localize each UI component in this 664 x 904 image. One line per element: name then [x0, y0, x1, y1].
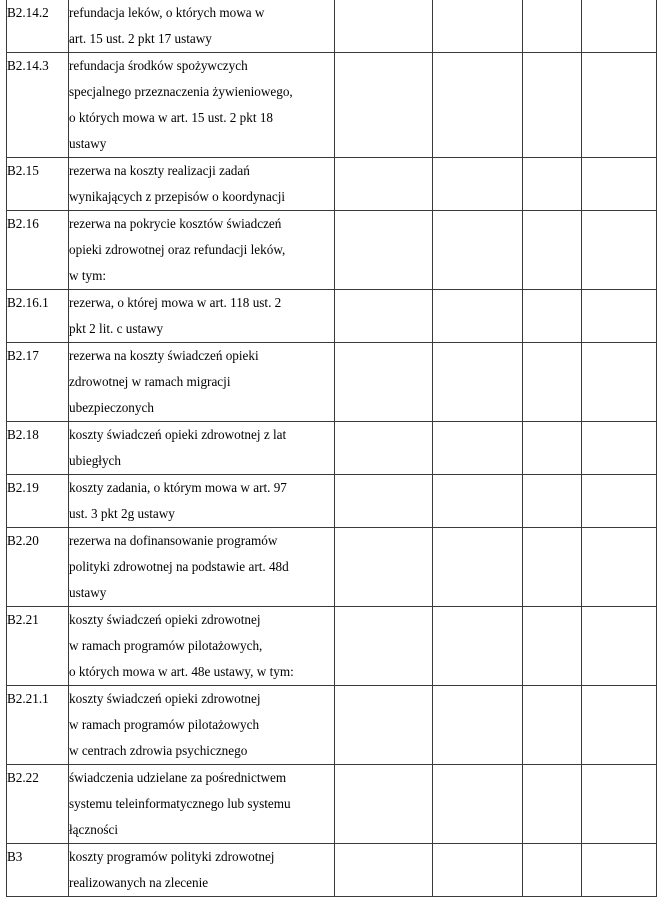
row-description-line: zdrowotnej w ramach migracji — [69, 374, 231, 389]
row-value-cell-1[interactable] — [335, 844, 433, 897]
row-code-text: B2.17 — [7, 348, 39, 363]
row-description-line: o których mowa w art. 48e ustawy, w tym: — [69, 664, 294, 679]
row-description-line: w ramach programów pilotażowych, — [69, 638, 263, 653]
row-code-text: B2.14.2 — [7, 5, 49, 20]
row-value-cell-3[interactable] — [523, 53, 582, 158]
row-code-text: B2.16.1 — [7, 295, 49, 310]
row-value-cell-2[interactable] — [433, 765, 523, 844]
row-description-line: specjalnego przeznaczenia żywieniowego, — [69, 84, 293, 99]
row-value-cell-2[interactable] — [433, 607, 523, 686]
row-description-cell — [69, 290, 335, 343]
row-code-cell — [7, 0, 69, 53]
row-description-cell — [69, 53, 335, 158]
row-code-cell — [7, 158, 69, 211]
row-code-cell — [7, 844, 69, 897]
row-value-cell-1[interactable] — [335, 528, 433, 607]
row-description-line: ust. 3 pkt 2g ustawy — [69, 506, 175, 521]
row-value-cell-3[interactable] — [523, 422, 582, 475]
row-value-cell-2[interactable] — [433, 158, 523, 211]
row-description-line: o których mowa w art. 15 ust. 2 pkt 18 — [69, 110, 274, 125]
row-value-cell-1[interactable] — [335, 765, 433, 844]
table-row — [7, 290, 657, 343]
row-description-cell — [69, 528, 335, 607]
row-code-text: B2.19 — [7, 480, 39, 495]
row-code-cell — [7, 475, 69, 528]
row-code-text: B2.21 — [7, 612, 39, 627]
row-value-cell-2[interactable] — [433, 475, 523, 528]
row-description-line: rezerwa na koszty świadczeń opieki — [69, 348, 259, 363]
row-description-line: art. 15 ust. 2 pkt 17 ustawy — [69, 31, 212, 46]
row-description-cell — [69, 475, 335, 528]
row-value-cell-1[interactable] — [335, 53, 433, 158]
row-value-cell-4[interactable] — [582, 343, 657, 422]
row-value-cell-3[interactable] — [523, 0, 582, 53]
table-row — [7, 158, 657, 211]
row-description-line: pkt 2 lit. c ustawy — [69, 321, 164, 336]
row-description-line: w centrach zdrowia psychicznego — [69, 743, 248, 758]
row-value-cell-4[interactable] — [582, 528, 657, 607]
row-value-cell-3[interactable] — [523, 211, 582, 290]
row-description-cell — [69, 211, 335, 290]
row-description-cell — [69, 343, 335, 422]
row-description-cell — [69, 686, 335, 765]
row-description-line: łączności — [69, 822, 119, 837]
row-value-cell-2[interactable] — [433, 0, 523, 53]
row-code-cell — [7, 290, 69, 343]
row-description-line: rezerwa, o której mowa w art. 118 ust. 2 — [69, 295, 282, 310]
table-row — [7, 211, 657, 290]
row-code-text: B2.15 — [7, 163, 39, 178]
row-code-cell — [7, 765, 69, 844]
row-description-line: świadczenia udzielane za pośrednictwem — [69, 770, 287, 785]
row-description-line: refundacja leków, o których mowa w — [69, 5, 265, 20]
row-value-cell-4[interactable] — [582, 686, 657, 765]
row-code-text: B2.18 — [7, 427, 39, 442]
row-value-cell-2[interactable] — [433, 343, 523, 422]
row-value-cell-3[interactable] — [523, 607, 582, 686]
row-value-cell-4[interactable] — [582, 0, 657, 53]
row-code-text: B2.22 — [7, 770, 39, 785]
row-value-cell-2[interactable] — [433, 53, 523, 158]
row-value-cell-1[interactable] — [335, 607, 433, 686]
row-value-cell-2[interactable] — [433, 686, 523, 765]
row-description-cell — [69, 844, 335, 897]
row-value-cell-1[interactable] — [335, 475, 433, 528]
row-code-cell — [7, 211, 69, 290]
row-description-cell — [69, 158, 335, 211]
row-description-cell — [69, 0, 335, 53]
row-value-cell-3[interactable] — [523, 290, 582, 343]
row-value-cell-3[interactable] — [523, 475, 582, 528]
row-code-cell — [7, 53, 69, 158]
row-description-cell — [69, 422, 335, 475]
row-description-line: realizowanych na zlecenie — [69, 875, 209, 890]
row-code-cell — [7, 422, 69, 475]
row-description-line: w ramach programów pilotażowych — [69, 717, 260, 732]
table-row — [7, 765, 657, 844]
table-row — [7, 343, 657, 422]
row-value-cell-4[interactable] — [582, 422, 657, 475]
table-row — [7, 422, 657, 475]
row-value-cell-3[interactable] — [523, 686, 582, 765]
row-code-text: B2.20 — [7, 533, 39, 548]
row-description-line: koszty programów polityki zdrowotnej — [69, 849, 275, 864]
row-description-line: ubezpieczonych — [69, 400, 154, 415]
row-description-line: ubiegłych — [69, 453, 122, 468]
row-value-cell-3[interactable] — [523, 844, 582, 897]
row-value-cell-3[interactable] — [523, 343, 582, 422]
row-value-cell-1[interactable] — [335, 422, 433, 475]
row-description-line: rezerwa na koszty realizacji zadań — [69, 163, 250, 178]
row-description-line: koszty świadczeń opieki zdrowotnej z lat — [69, 427, 287, 442]
table-row — [7, 53, 657, 158]
row-description-line: systemu teleinformatycznego lub systemu — [69, 796, 291, 811]
table-row — [7, 607, 657, 686]
table-row — [7, 686, 657, 765]
row-code-text: B3 — [7, 849, 23, 864]
row-description-cell — [69, 607, 335, 686]
row-description-line: koszty świadczeń opieki zdrowotnej — [69, 691, 261, 706]
row-value-cell-2[interactable] — [433, 211, 523, 290]
row-description-line: refundacja środków spożywczych — [69, 58, 248, 73]
row-description-line: ustawy — [69, 136, 107, 151]
row-value-cell-4[interactable] — [582, 475, 657, 528]
table-body — [7, 0, 657, 897]
row-value-cell-1[interactable] — [335, 686, 433, 765]
table-row — [7, 475, 657, 528]
row-description-cell — [69, 765, 335, 844]
row-value-cell-1[interactable] — [335, 290, 433, 343]
row-description-line: koszty zadania, o którym mowa w art. 97 — [69, 480, 287, 495]
row-code-cell — [7, 607, 69, 686]
row-description-line: rezerwa na pokrycie kosztów świadczeń — [69, 216, 282, 231]
row-code-cell — [7, 343, 69, 422]
row-description-line: polityki zdrowotnej na podstawie art. 48d — [69, 559, 289, 574]
row-code-text: B2.14.3 — [7, 58, 49, 73]
row-value-cell-2[interactable] — [433, 422, 523, 475]
row-value-cell-4[interactable] — [582, 765, 657, 844]
row-code-cell — [7, 528, 69, 607]
row-value-cell-4[interactable] — [582, 158, 657, 211]
row-description-line: opieki zdrowotnej oraz refundacji leków, — [69, 242, 286, 257]
row-value-cell-4[interactable] — [582, 290, 657, 343]
table-row — [7, 528, 657, 607]
row-value-cell-3[interactable] — [523, 765, 582, 844]
row-description-line: wynikających z przepisów o koordynacji — [69, 189, 286, 204]
row-value-cell-3[interactable] — [523, 158, 582, 211]
budget-plan-table — [6, 0, 657, 897]
row-code-text: B2.21.1 — [7, 691, 49, 706]
row-value-cell-2[interactable] — [433, 290, 523, 343]
row-description-line: w tym: — [69, 268, 106, 283]
row-value-cell-1[interactable] — [335, 158, 433, 211]
row-value-cell-3[interactable] — [523, 528, 582, 607]
row-value-cell-2[interactable] — [433, 528, 523, 607]
row-value-cell-1[interactable] — [335, 211, 433, 290]
row-value-cell-2[interactable] — [433, 844, 523, 897]
row-value-cell-4[interactable] — [582, 607, 657, 686]
row-value-cell-1[interactable] — [335, 343, 433, 422]
row-description-line: ustawy — [69, 585, 107, 600]
row-value-cell-1[interactable] — [335, 0, 433, 53]
row-code-cell — [7, 686, 69, 765]
row-description-line: rezerwa na dofinansowanie programów — [69, 533, 278, 548]
table-row — [7, 844, 657, 897]
row-value-cell-4[interactable] — [582, 844, 657, 897]
table-row — [7, 0, 657, 53]
row-description-line: koszty świadczeń opieki zdrowotnej — [69, 612, 261, 627]
row-value-cell-4[interactable] — [582, 53, 657, 158]
row-code-text: B2.16 — [7, 216, 39, 231]
row-value-cell-4[interactable] — [582, 211, 657, 290]
